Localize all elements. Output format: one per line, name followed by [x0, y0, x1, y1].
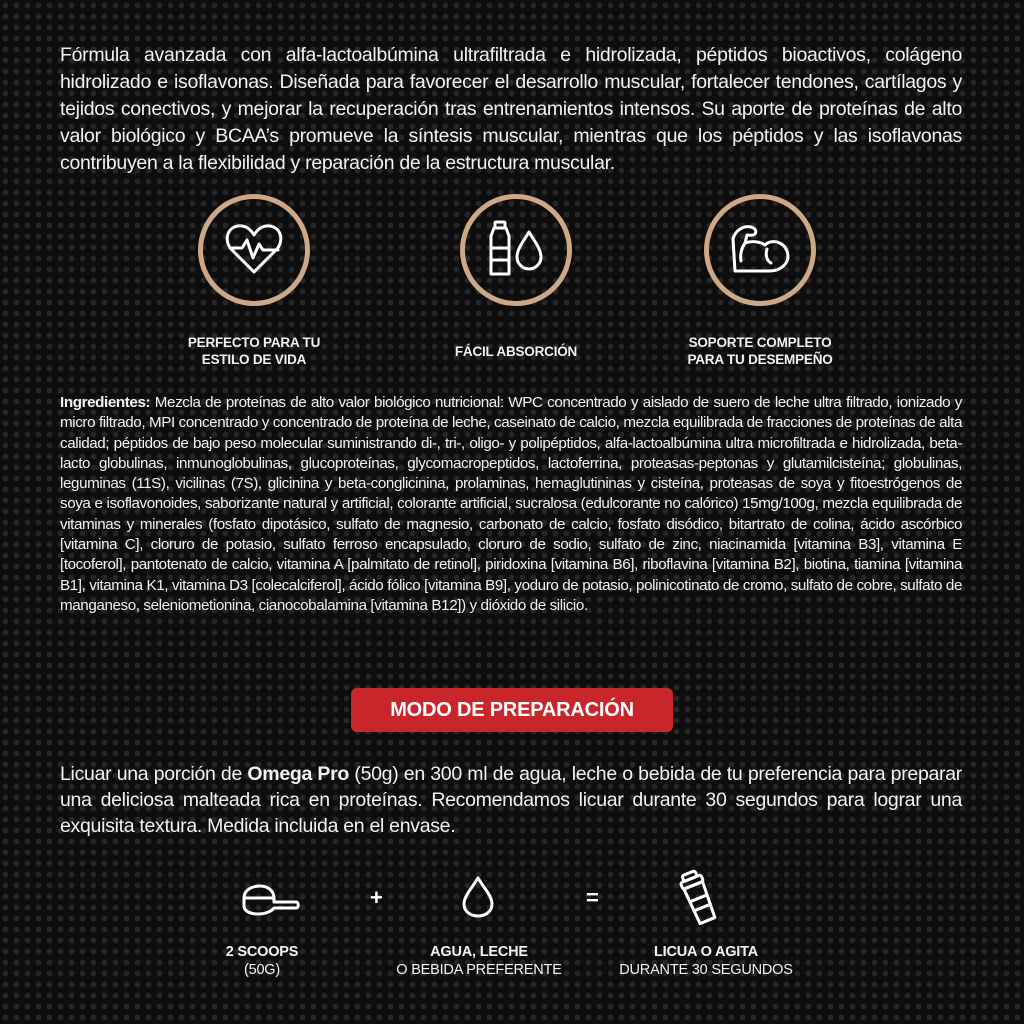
benefit-ring	[704, 194, 816, 306]
benefit-label-line1: SOPORTE COMPLETO	[688, 335, 832, 350]
benefit-label-line1: FÁCIL ABSORCIÓN	[454, 344, 578, 359]
benefit-performance	[650, 194, 870, 368]
shaker-bottle-icon	[676, 868, 722, 926]
ingredients-label: Ingredientes:	[60, 394, 151, 411]
step-scoops-title: 2 SCOOPS	[225, 944, 299, 960]
preparation-text-part2: (50g) en 300 ml de agua, leche o bebida de tu preferencia para preparar una deliciosa malteada rica en proteínas. Recomendamos licuar durante 30 segundos para lograr una exquisita textura. Medida incluida en el envase.	[60, 763, 962, 837]
plus-sign: +	[370, 885, 383, 910]
step-blend-sub: DURANTE 30 SEGUNDOS	[619, 962, 793, 978]
step-liquid	[349, 943, 609, 979]
scoop-icon	[240, 880, 302, 920]
intro-description: Fórmula avanzada con alfa-lactoalbúmina ultrafiltrada e hidrolizada, péptidos bioactivos, colágeno hidrolizado e isoflavonas. Diseñada para favorecer el desarrollo muscular, fortalecer tendones, cartílagos y tejidos conectivos, y mejorar la recuperación tras entrenamientos intensos. Su aporte de proteínas de alto valor biológico y BCAA’s promueve la síntesis muscular, mientras que los péptidos y las isoflavonas contribuyen a la flexibilidad y reparación de la estructura muscular.	[60, 44, 962, 174]
benefit-label-line1: PERFECTO PARA TU	[187, 335, 321, 350]
step-blend-title: LICUA O AGITA	[654, 944, 758, 960]
step-liquid-sub: O BEBIDA PREFERENTE	[396, 962, 562, 978]
step-scoops-sub: (50G)	[243, 962, 281, 978]
benefit-ring	[460, 194, 572, 306]
product-name: Omega Pro	[247, 763, 349, 785]
preparation-text-part1: Licuar una porción de	[60, 763, 248, 785]
benefit-ring	[198, 194, 310, 306]
benefit-label-line2: PARA TU DESEMPEÑO	[687, 352, 833, 367]
flexed-arm-icon	[727, 219, 793, 282]
ingredients-text: Mezcla de proteínas de alto valor biológico nutricional: WPC concentrado y aislado de suero de leche ultra filtrado, ionizado y micro filtrado, MPI concentrado y concentrado de proteína de leche, caseinato de calcio, mezcla equilibrada de fracciones de proteínas de alta calidad; péptidos de bajo peso molecular suministrando di-, tri-, oligo- y polipéptidos, alfa-lactoalbúmina ultra microfiltrada e hidrolizada, beta-lacto globulinas, inmunoglobulinas, glucoproteínas, glycomacropeptidos, lactoferrina, proteasas-peptonas y glutamilcisteína; globulinas, leguminas (11S), vicilinas (7S), glicinina y beta-conglicinina, prolaminas, hemaglutininas y cisteína, proteasas de soya y fitoestrógenos de soya e isoflavonoides, saborizante natural y artificial, colorante artificial, sucralosa (edulcorante no calórico) 15mg/100g, mezcla equilibrada de vitaminas y minerales (fosfato dipotásico, sulfato de magnesio, carbonato de calcio, fosfato disódico, bitartrato de colina, ácido ascórbico [vitamina C], cloruro de potasio, sulfato ferroso encapsulado, cloruro de sodio, sulfato de zinc, niacinamida [vitamina B3], vitamina E [tocoferol], pantotenato de calcio, vitamina A [palmitato de retinol], piridoxina [vitamina B6], riboflavina [vitamina B2], biotina, tiamina [vitamina B1], vitamina K1, vitamina D3 [colecalciferol], ácido fólico [vitamina B9], yoduro de potasio, polinicotinato de cromo, sulfato de cobre, sulfato de manganeso, seleniometionina, cianocobalamina [vitamina B12]) y dióxido de silicio.	[60, 394, 962, 614]
benefit-absorption	[406, 194, 626, 360]
preparation-text	[60, 761, 962, 839]
bottle-drop-icon	[485, 218, 547, 283]
water-drop-icon	[460, 874, 496, 920]
preparation-mode-banner: MODO DE PREPARACIÓN	[351, 688, 673, 732]
heart-pulse-icon	[222, 220, 286, 281]
equals-sign: =	[586, 885, 599, 910]
benefit-label-line2: ESTILO DE VIDA	[201, 352, 307, 367]
benefit-lifestyle	[144, 194, 364, 368]
step-blend	[576, 943, 836, 979]
ingredients-paragraph	[60, 393, 962, 616]
step-liquid-title: AGUA, LECHE	[430, 944, 528, 960]
